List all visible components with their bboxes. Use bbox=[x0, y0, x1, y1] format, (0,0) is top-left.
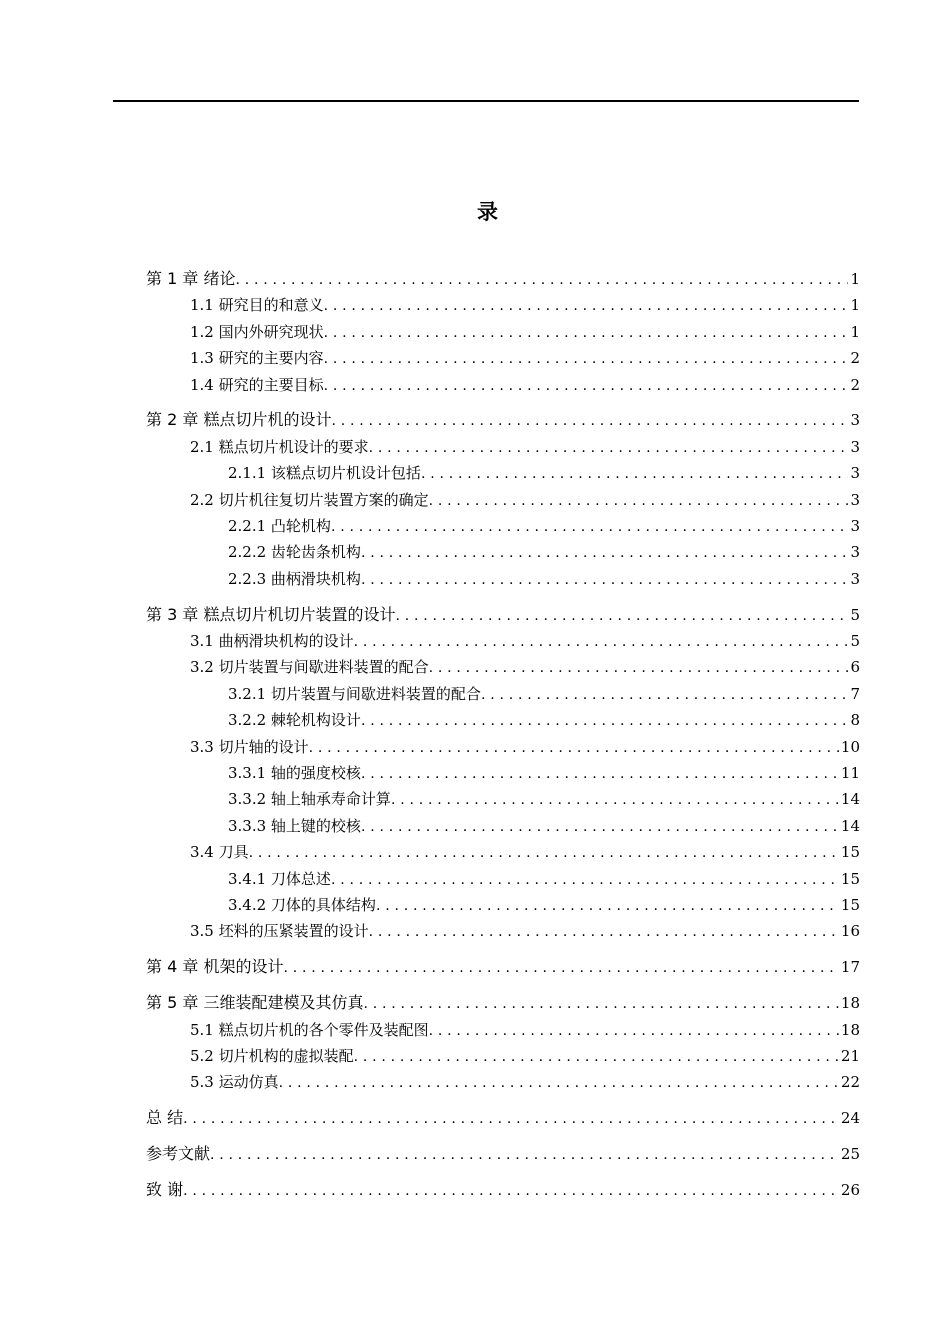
toc-page-number: 26 bbox=[840, 1181, 860, 1199]
toc-entry-label: 2.2 切片机往复切片装置方案的确定 bbox=[190, 490, 429, 509]
toc-leader-dots bbox=[395, 603, 848, 629]
toc-leader-dots bbox=[391, 787, 839, 813]
header-rule bbox=[113, 100, 859, 102]
toc-leader-dots bbox=[361, 814, 839, 840]
toc-entry[interactable] bbox=[146, 681, 860, 707]
toc-entry-label: 第 2 章 糕点切片机的设计 bbox=[146, 410, 332, 430]
toc-entry-label: 3.4 刀具 bbox=[190, 843, 249, 862]
toc-entry-label: 3.2 切片装置与间歇进料装置的配合 bbox=[190, 658, 429, 677]
toc-entry-label: 1.2 国内外研究现状 bbox=[190, 322, 324, 341]
toc-entry[interactable] bbox=[146, 1141, 860, 1167]
toc-entry[interactable] bbox=[146, 1105, 860, 1131]
toc-entry[interactable] bbox=[146, 760, 860, 786]
toc-page-number: 3 bbox=[850, 543, 860, 562]
toc-entry[interactable] bbox=[146, 707, 860, 733]
toc-entry-label: 2.1 糕点切片机设计的要求 bbox=[190, 437, 369, 456]
toc-entry[interactable] bbox=[146, 372, 860, 398]
toc-entry[interactable] bbox=[146, 786, 860, 812]
toc-page-number: 15 bbox=[840, 869, 860, 888]
toc-leader-dots bbox=[309, 735, 839, 761]
toc-leader-dots bbox=[279, 1070, 839, 1096]
toc-leader-dots bbox=[331, 514, 849, 540]
toc-entry-label: 致 谢 bbox=[146, 1180, 184, 1199]
toc-page-number: 3 bbox=[850, 411, 860, 430]
toc-leader-dots bbox=[324, 373, 849, 399]
toc-leader-dots bbox=[376, 893, 839, 919]
toc-leader-dots bbox=[210, 1142, 839, 1168]
toc-page-number: 14 bbox=[840, 790, 860, 809]
toc-entry-label: 3.3.2 轴上轴承寿命计算 bbox=[228, 790, 391, 809]
toc-leader-dots bbox=[331, 867, 839, 893]
toc-leader-dots bbox=[361, 761, 839, 787]
toc-leader-dots bbox=[361, 540, 849, 566]
toc-entry-label: 3.3 切片轴的设计 bbox=[190, 737, 309, 756]
toc-leader-dots bbox=[369, 919, 839, 945]
toc-page-number: 3 bbox=[850, 464, 860, 483]
toc-entry[interactable] bbox=[146, 918, 860, 944]
toc-entry[interactable] bbox=[146, 734, 860, 760]
toc-page-number: 18 bbox=[840, 1020, 860, 1039]
table-of-contents bbox=[146, 266, 860, 1203]
toc-page-number: 18 bbox=[840, 994, 860, 1013]
toc-entry-label: 5.2 切片机构的虚拟装配 bbox=[190, 1046, 354, 1065]
toc-page-number: 2 bbox=[850, 349, 860, 368]
toc-entry-label: 3.5 坯料的压紧装置的设计 bbox=[190, 922, 369, 941]
toc-leader-dots bbox=[361, 567, 849, 593]
toc-page-number: 8 bbox=[850, 711, 860, 730]
toc-entry-label: 2.2.2 齿轮齿条机构 bbox=[228, 543, 361, 562]
toc-entry-label: 第 4 章 机架的设计 bbox=[146, 957, 284, 977]
toc-entry[interactable] bbox=[146, 654, 860, 680]
toc-entry-label: 2.1.1 该糕点切片机设计包括 bbox=[228, 464, 421, 483]
toc-leader-dots bbox=[324, 320, 849, 346]
toc-page-number: 1 bbox=[850, 322, 860, 341]
toc-page-number: 3 bbox=[850, 517, 860, 536]
toc-entry[interactable] bbox=[146, 292, 860, 318]
toc-entry[interactable] bbox=[146, 1017, 860, 1043]
toc-leader-dots bbox=[481, 682, 849, 708]
toc-entry[interactable] bbox=[146, 434, 860, 460]
toc-entry-label: 5.3 运动仿真 bbox=[190, 1073, 279, 1092]
toc-entry[interactable] bbox=[146, 813, 860, 839]
toc-page-number: 15 bbox=[840, 843, 860, 862]
toc-page-number: 1 bbox=[850, 296, 860, 315]
toc-page-number: 2 bbox=[850, 375, 860, 394]
toc-leader-dots bbox=[283, 955, 838, 981]
toc-entry-label: 1.3 研究的主要内容 bbox=[190, 349, 324, 368]
toc-entry[interactable] bbox=[146, 602, 860, 628]
toc-entry[interactable] bbox=[146, 513, 860, 539]
toc-page-number: 22 bbox=[840, 1073, 860, 1092]
toc-leader-dots bbox=[183, 1178, 839, 1204]
toc-entry[interactable] bbox=[146, 628, 860, 654]
toc-page-number: 7 bbox=[850, 684, 860, 703]
toc-leader-dots bbox=[354, 629, 849, 655]
toc-entry-label: 第 1 章 绪论 bbox=[146, 269, 236, 288]
toc-entry-label: 参考文献 bbox=[146, 1144, 211, 1164]
toc-page-number: 10 bbox=[840, 737, 860, 756]
toc-entry-label: 3.2.1 切片装置与间歇进料装置的配合 bbox=[228, 684, 481, 703]
toc-leader-dots bbox=[235, 267, 848, 293]
toc-page-number: 5 bbox=[850, 605, 860, 624]
toc-entry-label: 第 5 章 三维装配建模及其仿真 bbox=[146, 993, 364, 1013]
toc-entry[interactable] bbox=[146, 892, 860, 918]
toc-entry[interactable] bbox=[146, 539, 860, 565]
toc-page-number: 21 bbox=[840, 1046, 860, 1065]
toc-entry-label: 2.2.3 曲柄滑块机构 bbox=[228, 569, 361, 588]
toc-entry-label: 3.1 曲柄滑块机构的设计 bbox=[190, 632, 354, 651]
toc-entry-label: 2.2.1 凸轮机构 bbox=[228, 517, 331, 536]
toc-leader-dots bbox=[421, 461, 849, 487]
toc-leader-dots bbox=[354, 1044, 839, 1070]
toc-title: 录 bbox=[477, 200, 498, 224]
toc-leader-dots bbox=[369, 435, 849, 461]
toc-entry-label: 3.4.2 刀体的具体结构 bbox=[228, 895, 376, 914]
toc-entry[interactable] bbox=[146, 1177, 860, 1203]
toc-leader-dots bbox=[429, 488, 849, 514]
toc-leader-dots bbox=[183, 1106, 839, 1132]
toc-entry[interactable] bbox=[146, 954, 860, 980]
toc-page-number: 6 bbox=[850, 658, 860, 677]
toc-entry[interactable] bbox=[146, 566, 860, 592]
toc-entry[interactable] bbox=[146, 487, 860, 513]
toc-page-number: 25 bbox=[840, 1145, 860, 1164]
toc-page-number: 15 bbox=[840, 895, 860, 914]
toc-entry[interactable] bbox=[146, 990, 860, 1016]
toc-page-number: 16 bbox=[840, 922, 860, 941]
toc-page-number: 11 bbox=[840, 764, 860, 783]
toc-entry-label: 3.2.2 棘轮机构设计 bbox=[228, 711, 361, 730]
toc-page-number: 3 bbox=[850, 437, 860, 456]
toc-entry-label: 第 3 章 糕点切片机切片装置的设计 bbox=[146, 604, 396, 624]
toc-leader-dots bbox=[429, 655, 849, 681]
toc-entry-label: 5.1 糕点切片机的各个零件及装配图 bbox=[190, 1020, 429, 1039]
toc-entry[interactable] bbox=[146, 460, 860, 486]
toc-entry-label: 3.3.1 轴的强度校核 bbox=[228, 764, 361, 783]
toc-entry[interactable] bbox=[146, 266, 860, 292]
toc-entry-label: 3.3.3 轴上键的校核 bbox=[228, 816, 361, 835]
toc-page-number: 5 bbox=[850, 632, 860, 651]
toc-leader-dots bbox=[361, 708, 849, 734]
toc-entry-label: 3.4.1 刀体总述 bbox=[228, 869, 331, 888]
toc-leader-dots bbox=[363, 991, 838, 1017]
toc-entry[interactable] bbox=[146, 407, 860, 433]
toc-page-number: 14 bbox=[840, 816, 860, 835]
toc-page-number: 1 bbox=[850, 270, 860, 288]
toc-leader-dots bbox=[324, 293, 849, 319]
toc-entry-label: 总 结 bbox=[146, 1108, 184, 1128]
toc-entry-label: 1.1 研究目的和意义 bbox=[190, 296, 324, 315]
toc-leader-dots bbox=[324, 346, 849, 372]
toc-leader-dots bbox=[429, 1018, 839, 1044]
toc-page-number: 17 bbox=[840, 958, 860, 977]
toc-entry-label: 1.4 研究的主要目标 bbox=[190, 375, 324, 394]
toc-page-number: 3 bbox=[850, 569, 860, 588]
toc-leader-dots bbox=[249, 840, 839, 866]
toc-leader-dots bbox=[331, 408, 848, 434]
toc-entry[interactable] bbox=[146, 319, 860, 345]
toc-page-number: 3 bbox=[850, 490, 860, 509]
toc-page-number: 24 bbox=[840, 1109, 860, 1128]
toc-entry[interactable] bbox=[146, 839, 860, 865]
toc-entry[interactable] bbox=[146, 1069, 860, 1095]
toc-entry[interactable] bbox=[146, 345, 860, 371]
toc-entry[interactable] bbox=[146, 1043, 860, 1069]
toc-entry[interactable] bbox=[146, 866, 860, 892]
